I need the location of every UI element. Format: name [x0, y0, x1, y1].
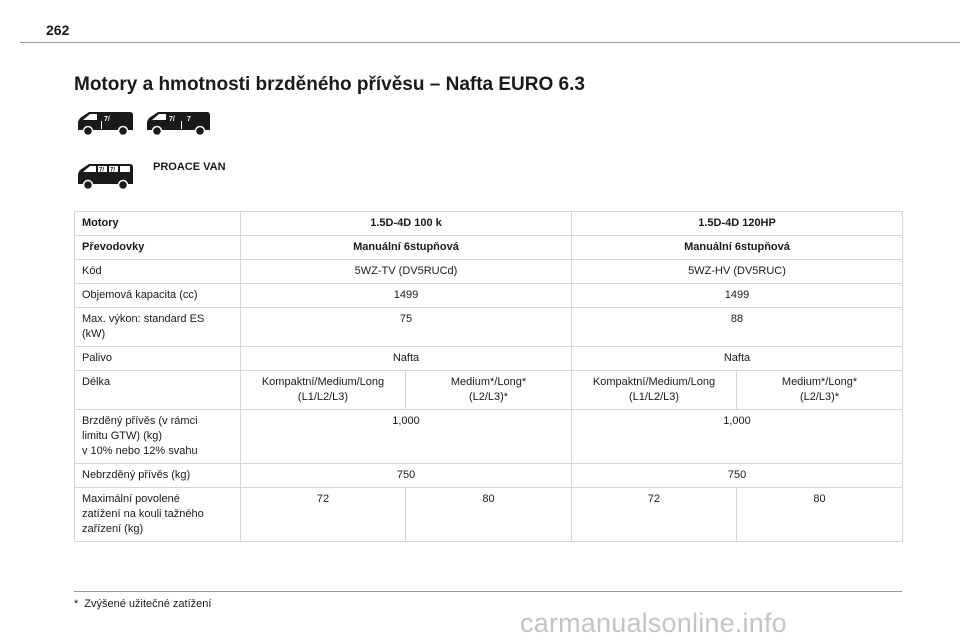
- model-label: PROACE VAN: [153, 161, 226, 173]
- table-row-towball-load: [75, 488, 903, 542]
- van-side-icon: [74, 110, 136, 136]
- table-cell: 1,000: [572, 410, 903, 464]
- table-cell: 1499: [572, 284, 903, 308]
- table-cell: 750: [241, 464, 572, 488]
- row-label: [75, 488, 241, 542]
- table-row-power: [75, 308, 903, 347]
- table-row-length: [75, 371, 903, 410]
- table-cell: 72: [572, 488, 737, 542]
- table-row-gearbox: [75, 236, 903, 260]
- row-label: Kód: [75, 260, 241, 284]
- row-label: Objemová kapacita (cc): [75, 284, 241, 308]
- bottom-divider: [74, 591, 902, 592]
- table-row-code: [75, 260, 903, 284]
- table-cell: 1499: [241, 284, 572, 308]
- table-cell: 75: [241, 308, 572, 347]
- table-row-unbraked-trailer: [75, 464, 903, 488]
- row-label-line: Max. výkon: standard ES: [82, 313, 205, 325]
- row-label: Převodovky: [75, 236, 241, 260]
- cell-line: (L2/L3)*: [799, 391, 840, 403]
- cell-line: (L2/L3)*: [468, 391, 509, 403]
- svg-text:7/: 7/: [99, 167, 105, 174]
- row-label-line: limitu GTW) (kg): [82, 430, 163, 442]
- row-label-line: zatížení na kouli tažného: [82, 508, 204, 520]
- table-cell: 80: [737, 488, 903, 542]
- table-cell: Manuální 6stupňová: [572, 236, 903, 260]
- cell-line: Kompaktní/Medium/Long: [592, 376, 716, 388]
- row-label-line: (kW): [82, 328, 106, 340]
- top-divider: [20, 42, 960, 43]
- table-cell: 5WZ-TV (DV5RUCd): [241, 260, 572, 284]
- watermark: carmanualsonline.info: [520, 608, 787, 638]
- table-cell: 72: [241, 488, 406, 542]
- table-cell: 750: [572, 464, 903, 488]
- footnote-mark: *: [74, 598, 79, 610]
- row-label: [75, 308, 241, 347]
- row-label-line: Brzděný přívěs (v rámci: [82, 415, 198, 427]
- cell-line: Kompaktní/Medium/Long: [261, 376, 385, 388]
- cell-line: Medium*/Long*: [450, 376, 527, 388]
- table-cell: 1,000: [241, 410, 572, 464]
- table-cell: Manuální 6stupňová: [241, 236, 572, 260]
- table-row-braked-trailer: [75, 410, 903, 464]
- table-cell: [241, 371, 406, 410]
- table-cell: 80: [406, 488, 572, 542]
- row-label: [75, 410, 241, 464]
- table-row-fuel: [75, 347, 903, 371]
- footnote-text: Zvýšené užitečné zatížení: [84, 598, 212, 610]
- van-sliding-door-icon: [74, 160, 136, 190]
- engine-2-header: 1.5D-4D 120HP: [572, 212, 903, 236]
- svg-text:7: 7: [187, 116, 191, 123]
- footnote: [74, 598, 211, 610]
- row-label-line: Maximální povolené: [82, 493, 180, 505]
- svg-text:7/: 7/: [169, 116, 175, 123]
- table-cell: Nafta: [241, 347, 572, 371]
- table-cell: [737, 371, 903, 410]
- table-cell: [406, 371, 572, 410]
- page-number: 262: [46, 22, 70, 38]
- row-label: Nebrzděný přívěs (kg): [75, 464, 241, 488]
- row-label: Palivo: [75, 347, 241, 371]
- table-row-displacement: [75, 284, 903, 308]
- table-cell: 5WZ-HV (DV5RUC): [572, 260, 903, 284]
- cell-line: (L1/L2/L3): [628, 391, 680, 403]
- table-row-engines: [75, 212, 903, 236]
- row-label: Motory: [75, 212, 241, 236]
- svg-text:7/: 7/: [110, 167, 116, 174]
- engine-1-header: 1.5D-4D 100 k: [241, 212, 572, 236]
- cell-line: (L1/L2/L3): [297, 391, 349, 403]
- page-title: Motory a hmotnosti brzděného přívěsu – Nafta EURO 6.3: [74, 74, 585, 95]
- row-label: Délka: [75, 371, 241, 410]
- row-label-line: v 10% nebo 12% svahu: [82, 445, 198, 457]
- table-cell: [572, 371, 737, 410]
- table-cell: Nafta: [572, 347, 903, 371]
- van-long-side-icon: [143, 110, 213, 136]
- svg-text:7/: 7/: [104, 116, 110, 123]
- table-cell: 88: [572, 308, 903, 347]
- row-label-line: zařízení (kg): [82, 523, 144, 535]
- cell-line: Medium*/Long*: [781, 376, 858, 388]
- engine-spec-table: [74, 211, 903, 542]
